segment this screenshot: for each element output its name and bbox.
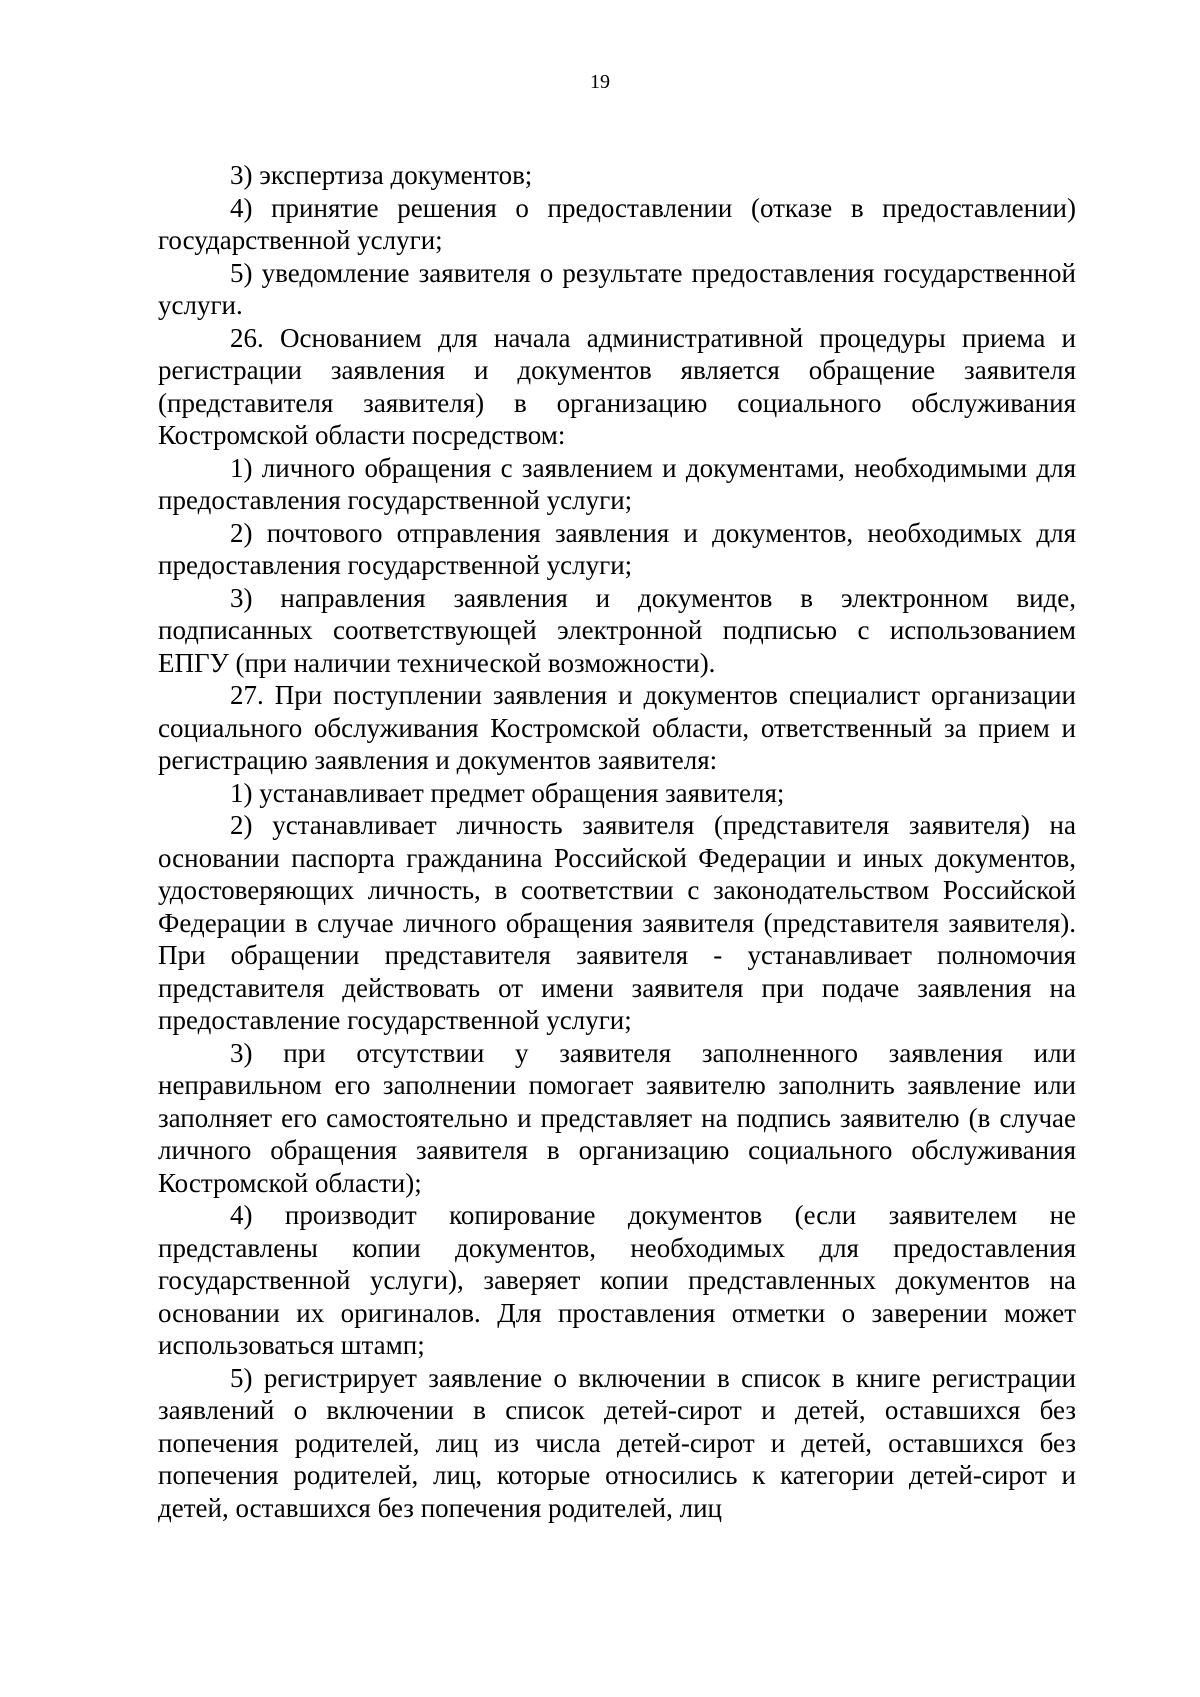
list-item-subject: 1) устанавливает предмет обращения заявителя; [230,777,785,808]
list-item-application-help: 3) при отсутствии у заявителя заполненного заявления или неправильном его заполнении помогает заявителю заполнить заявление или заполняет его самостоятельно и представляет на подпись заявителю (в случае личного обращения заявителя в организацию социального обслуживания Костромской области); [158,1037,1076,1198]
clause-27: 27. При поступлении заявления и документов специалист организации социального обслуживания Костромской области, ответственный за прием и регистрацию заявления и документов заявителя: [158,680,1076,775]
list-item-decision: 4) принятие решения о предоставлении (отказе в предоставлении) государственной услуги; [158,192,1076,255]
clause-26: 26. Основанием для начала административной процедуры приема и регистрации заявления и документов является обращение заявителя (представителя заявителя) в организацию социального обслуживания Костромской области посредством: [158,322,1076,450]
list-item-personal-appeal: 1) личного обращения с заявлением и документами, необходимыми для предоставления государственной услуги; [158,452,1076,515]
list-item-copying: 4) производит копирование документов (если заявителем не представлены копии документов, необходимых для предоставления государственной услуги), заверяет копии представленных документов на основании их оригиналов. Для проставления отметки о заверении может использоваться штамп; [158,1200,1076,1360]
page-number: 19 [590,71,610,93]
list-item-expertise: 3) экспертиза документов; [230,160,533,190]
document-body [158,159,1076,1524]
list-item-notification: 5) уведомление заявителя о результате предоставления государственной услуги. [158,257,1076,320]
list-item-electronic: 3) направления заявления и документов в электронном виде, подписанных соответствующей электронной подписью с использованием ЕПГУ (при наличии технической возможности). [158,582,1076,678]
list-item-postal: 2) почтового отправления заявления и документов, необходимых для предоставления государственной услуги; [158,517,1076,580]
list-item-registration: 5) регистрирует заявление о включении в список в книге регистрации заявлений о включении в список детей-сирот и детей, оставшихся без попечения родителей, лиц из числа детей-сирот и детей, оставшихся без попечения родителей, лиц, которые относились к категории детей-сирот и детей, оставшихся без попечения родителей, лиц [158,1362,1076,1523]
list-item-identity: 2) устанавливает личность заявителя (представителя заявителя) на основании паспорта гражданина Российской Федерации и иных документов, удостоверяющих личность, в соответствии с законодательством Российской Федерации в случае личного обращения заявителя (представителя заявителя). При обращении представителя заявителя - устанавливает полномочия представителя действовать от имени заявителя при подаче заявления на предоставление государственной услуги; [158,810,1076,1035]
